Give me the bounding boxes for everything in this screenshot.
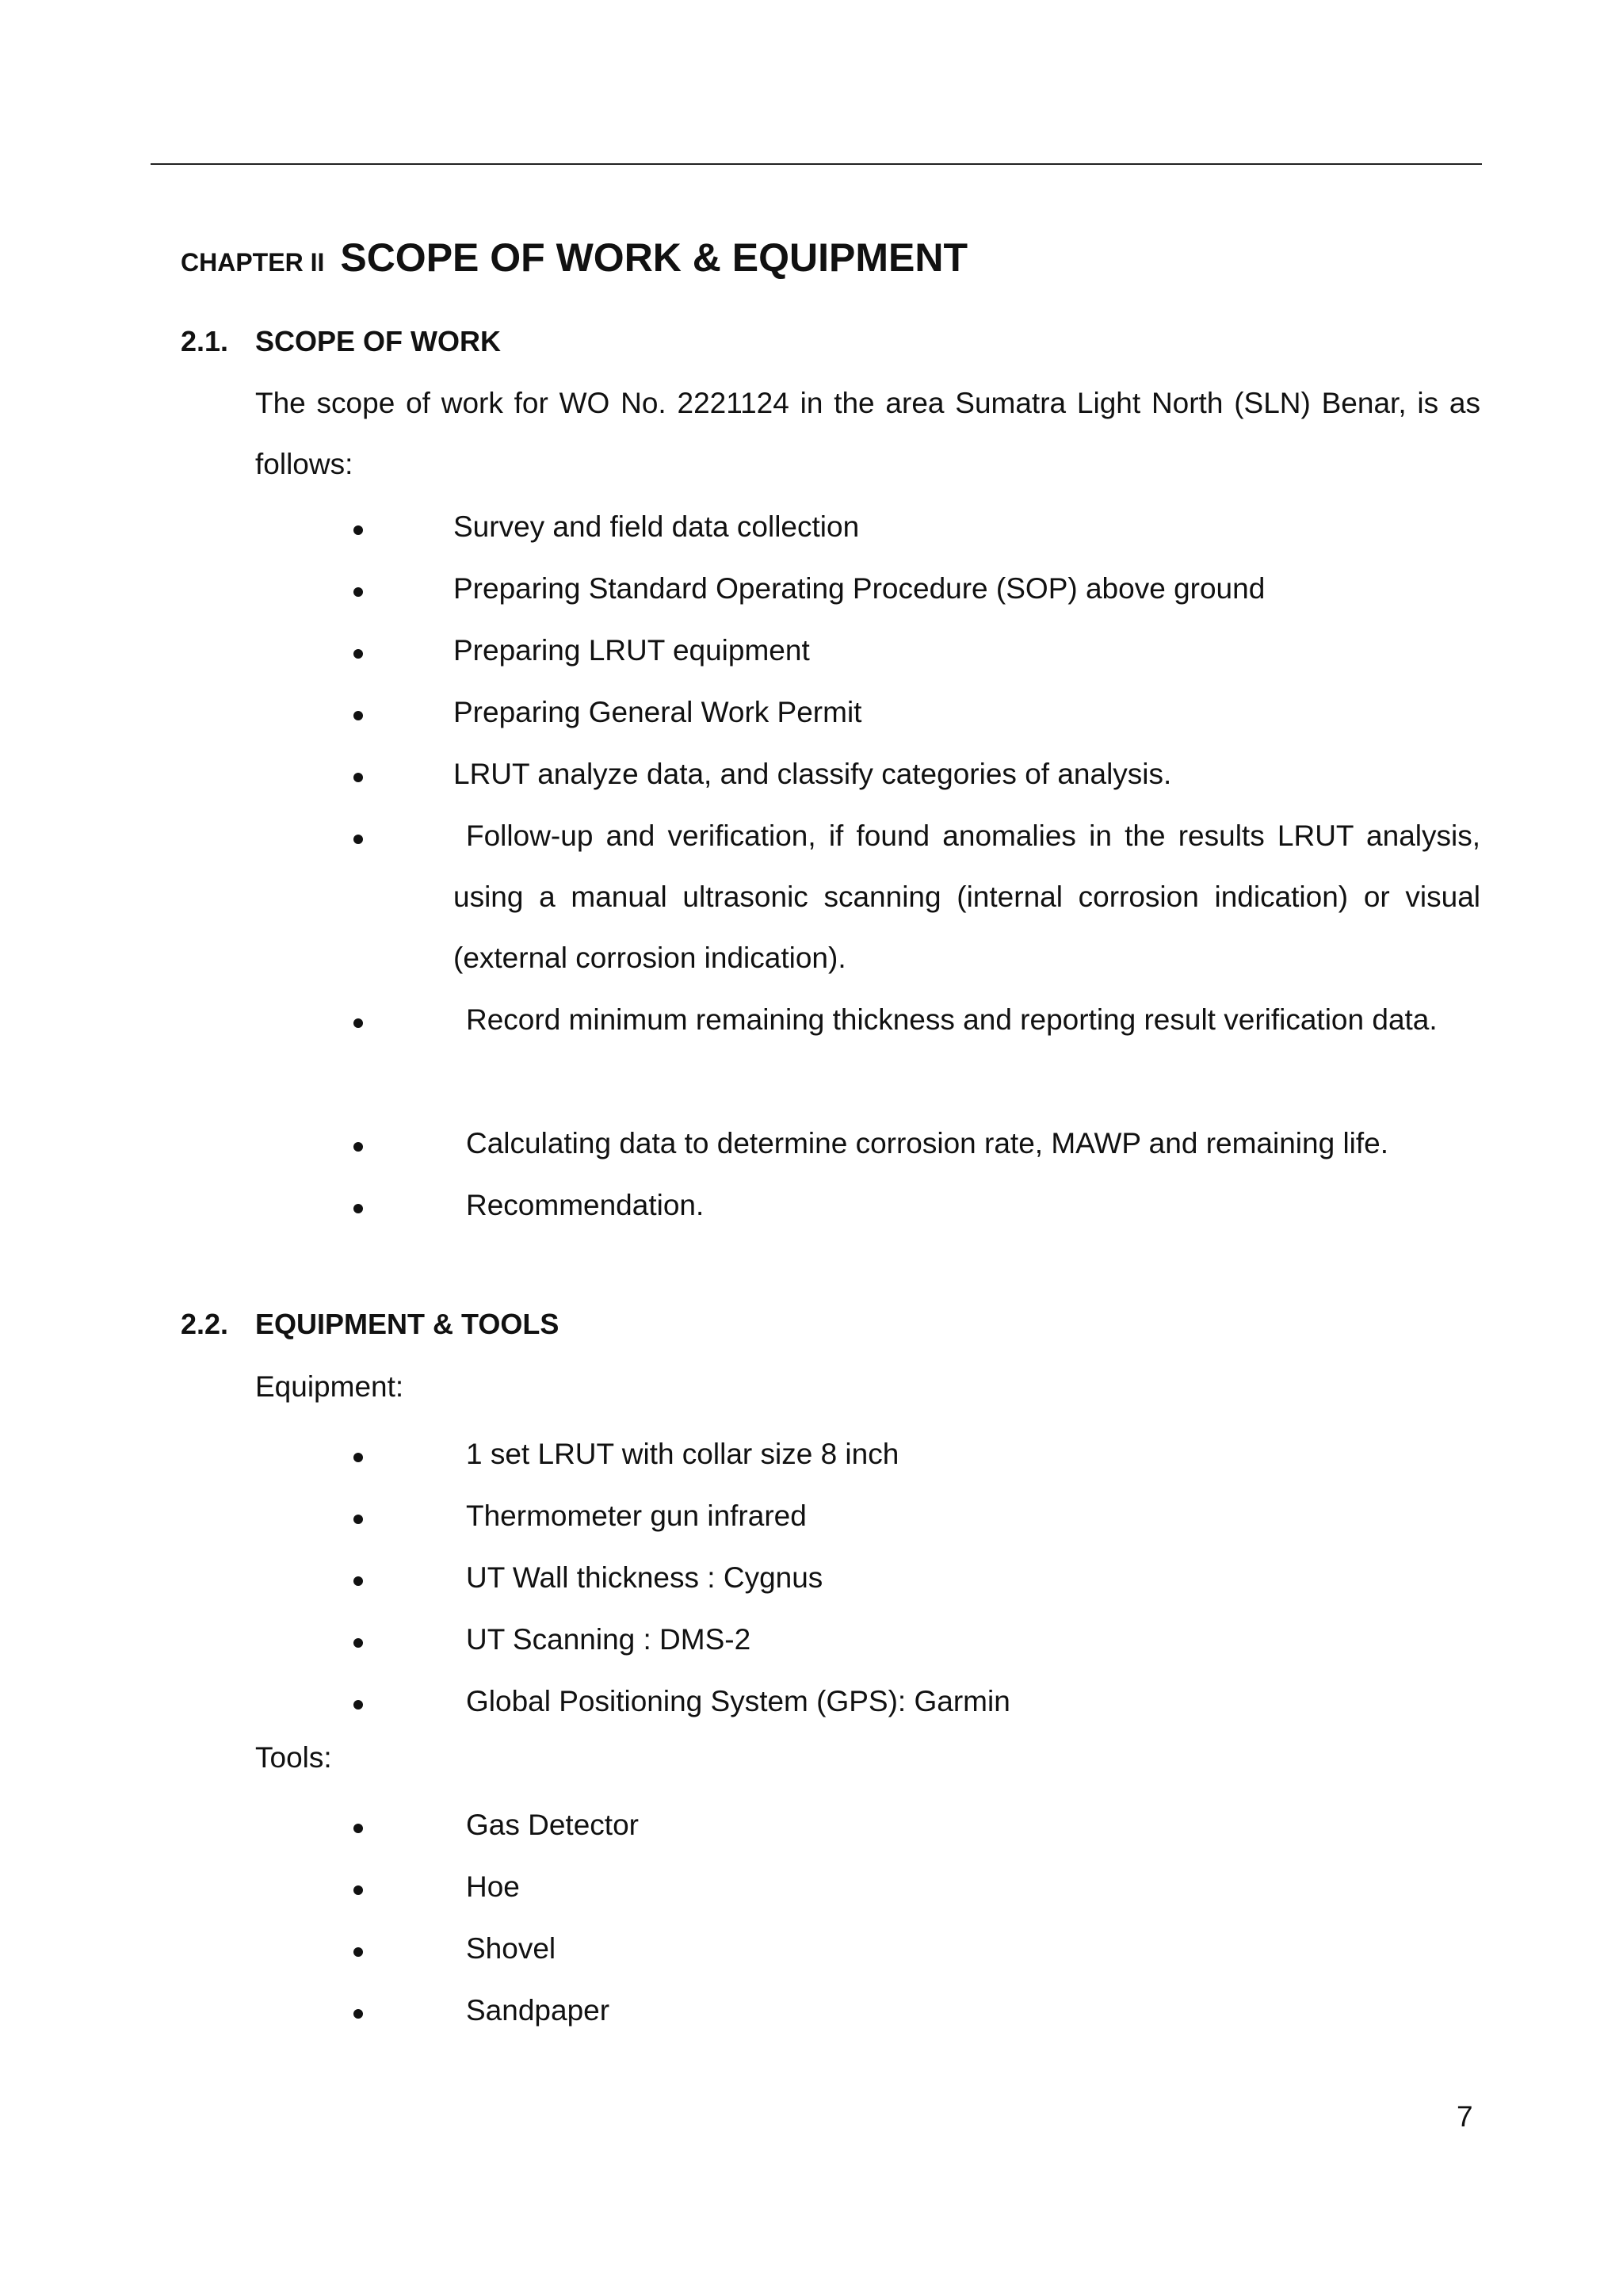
bullet-icon — [353, 2009, 363, 2019]
bullet-icon — [353, 1638, 363, 1648]
list-item-text: Record minimum remaining thickness and reporting result verification data. — [466, 1003, 1438, 1036]
list-item-text: Preparing General Work Permit — [453, 696, 862, 728]
bullet-icon — [353, 835, 363, 844]
section-title: EQUIPMENT & TOOLS — [255, 1308, 559, 1340]
bullet-icon — [353, 1576, 363, 1586]
list-item-text: Shovel — [466, 1932, 556, 1965]
list-item-text: Preparing Standard Operating Procedure (SOP) above ground — [453, 572, 1266, 605]
list-item-text: LRUT analyze data, and classify categories of analysis. — [453, 758, 1172, 790]
list-item-text: Global Positioning System (GPS): Garmin — [466, 1685, 1010, 1717]
header-rule — [151, 163, 1482, 165]
list-item-text: Follow-up and verification, if found anomalies in the results LRUT analysis, using a manual ultrasonic scanning (internal corrosion indication) or visual (external corrosion indication). — [453, 819, 1480, 974]
equipment-label: Equipment: — [255, 1370, 404, 1403]
section-heading-equipment-tools — [181, 1308, 559, 1341]
list-item-text: Gas Detector — [466, 1809, 639, 1841]
bullet-icon — [353, 525, 363, 535]
bullet-icon — [353, 1018, 363, 1028]
list-item-text: Preparing LRUT equipment — [453, 634, 810, 667]
page-number: 7 — [1457, 2100, 1473, 2133]
list-item-text: UT Scanning : DMS-2 — [466, 1623, 751, 1656]
chapter-label: CHAPTER II — [181, 248, 325, 277]
bullet-icon — [353, 1204, 363, 1213]
tools-label: Tools: — [255, 1741, 332, 1774]
chapter-title — [181, 235, 968, 281]
list-item-text: Survey and field data collection — [453, 510, 860, 543]
bullet-icon — [353, 1947, 363, 1957]
bullet-icon — [353, 1453, 363, 1462]
section-number: 2.1. — [181, 325, 229, 357]
list-item-text: Thermometer gun infrared — [466, 1499, 807, 1532]
chapter-name: SCOPE OF WORK & EQUIPMENT — [340, 235, 968, 280]
bullet-icon — [353, 1142, 363, 1152]
section-title: SCOPE OF WORK — [255, 325, 502, 357]
scope-intro-paragraph: The scope of work for WO No. 2221124 in the area Sumatra Light North (SLN) Benar, is as follows: — [255, 387, 1480, 480]
list-item-text: Recommendation. — [466, 1189, 705, 1221]
list-item-text: 1 set LRUT with collar size 8 inch — [466, 1438, 899, 1470]
bullet-icon — [353, 773, 363, 782]
section-heading-scope-of-work — [181, 325, 501, 358]
bullet-icon — [353, 1515, 363, 1524]
list-item-text: Hoe — [466, 1870, 520, 1903]
bullet-icon — [353, 1700, 363, 1710]
bullet-icon — [353, 587, 363, 597]
bullet-icon — [353, 649, 363, 659]
section-number: 2.2. — [181, 1308, 229, 1340]
list-item-text: UT Wall thickness : Cygnus — [466, 1561, 823, 1594]
bullet-icon — [353, 1824, 363, 1833]
bullet-icon — [353, 711, 363, 720]
list-item-text: Calculating data to determine corrosion rate, MAWP and remaining life. — [466, 1127, 1389, 1159]
bullet-icon — [353, 1885, 363, 1895]
list-item-text: Sandpaper — [466, 1994, 610, 2027]
